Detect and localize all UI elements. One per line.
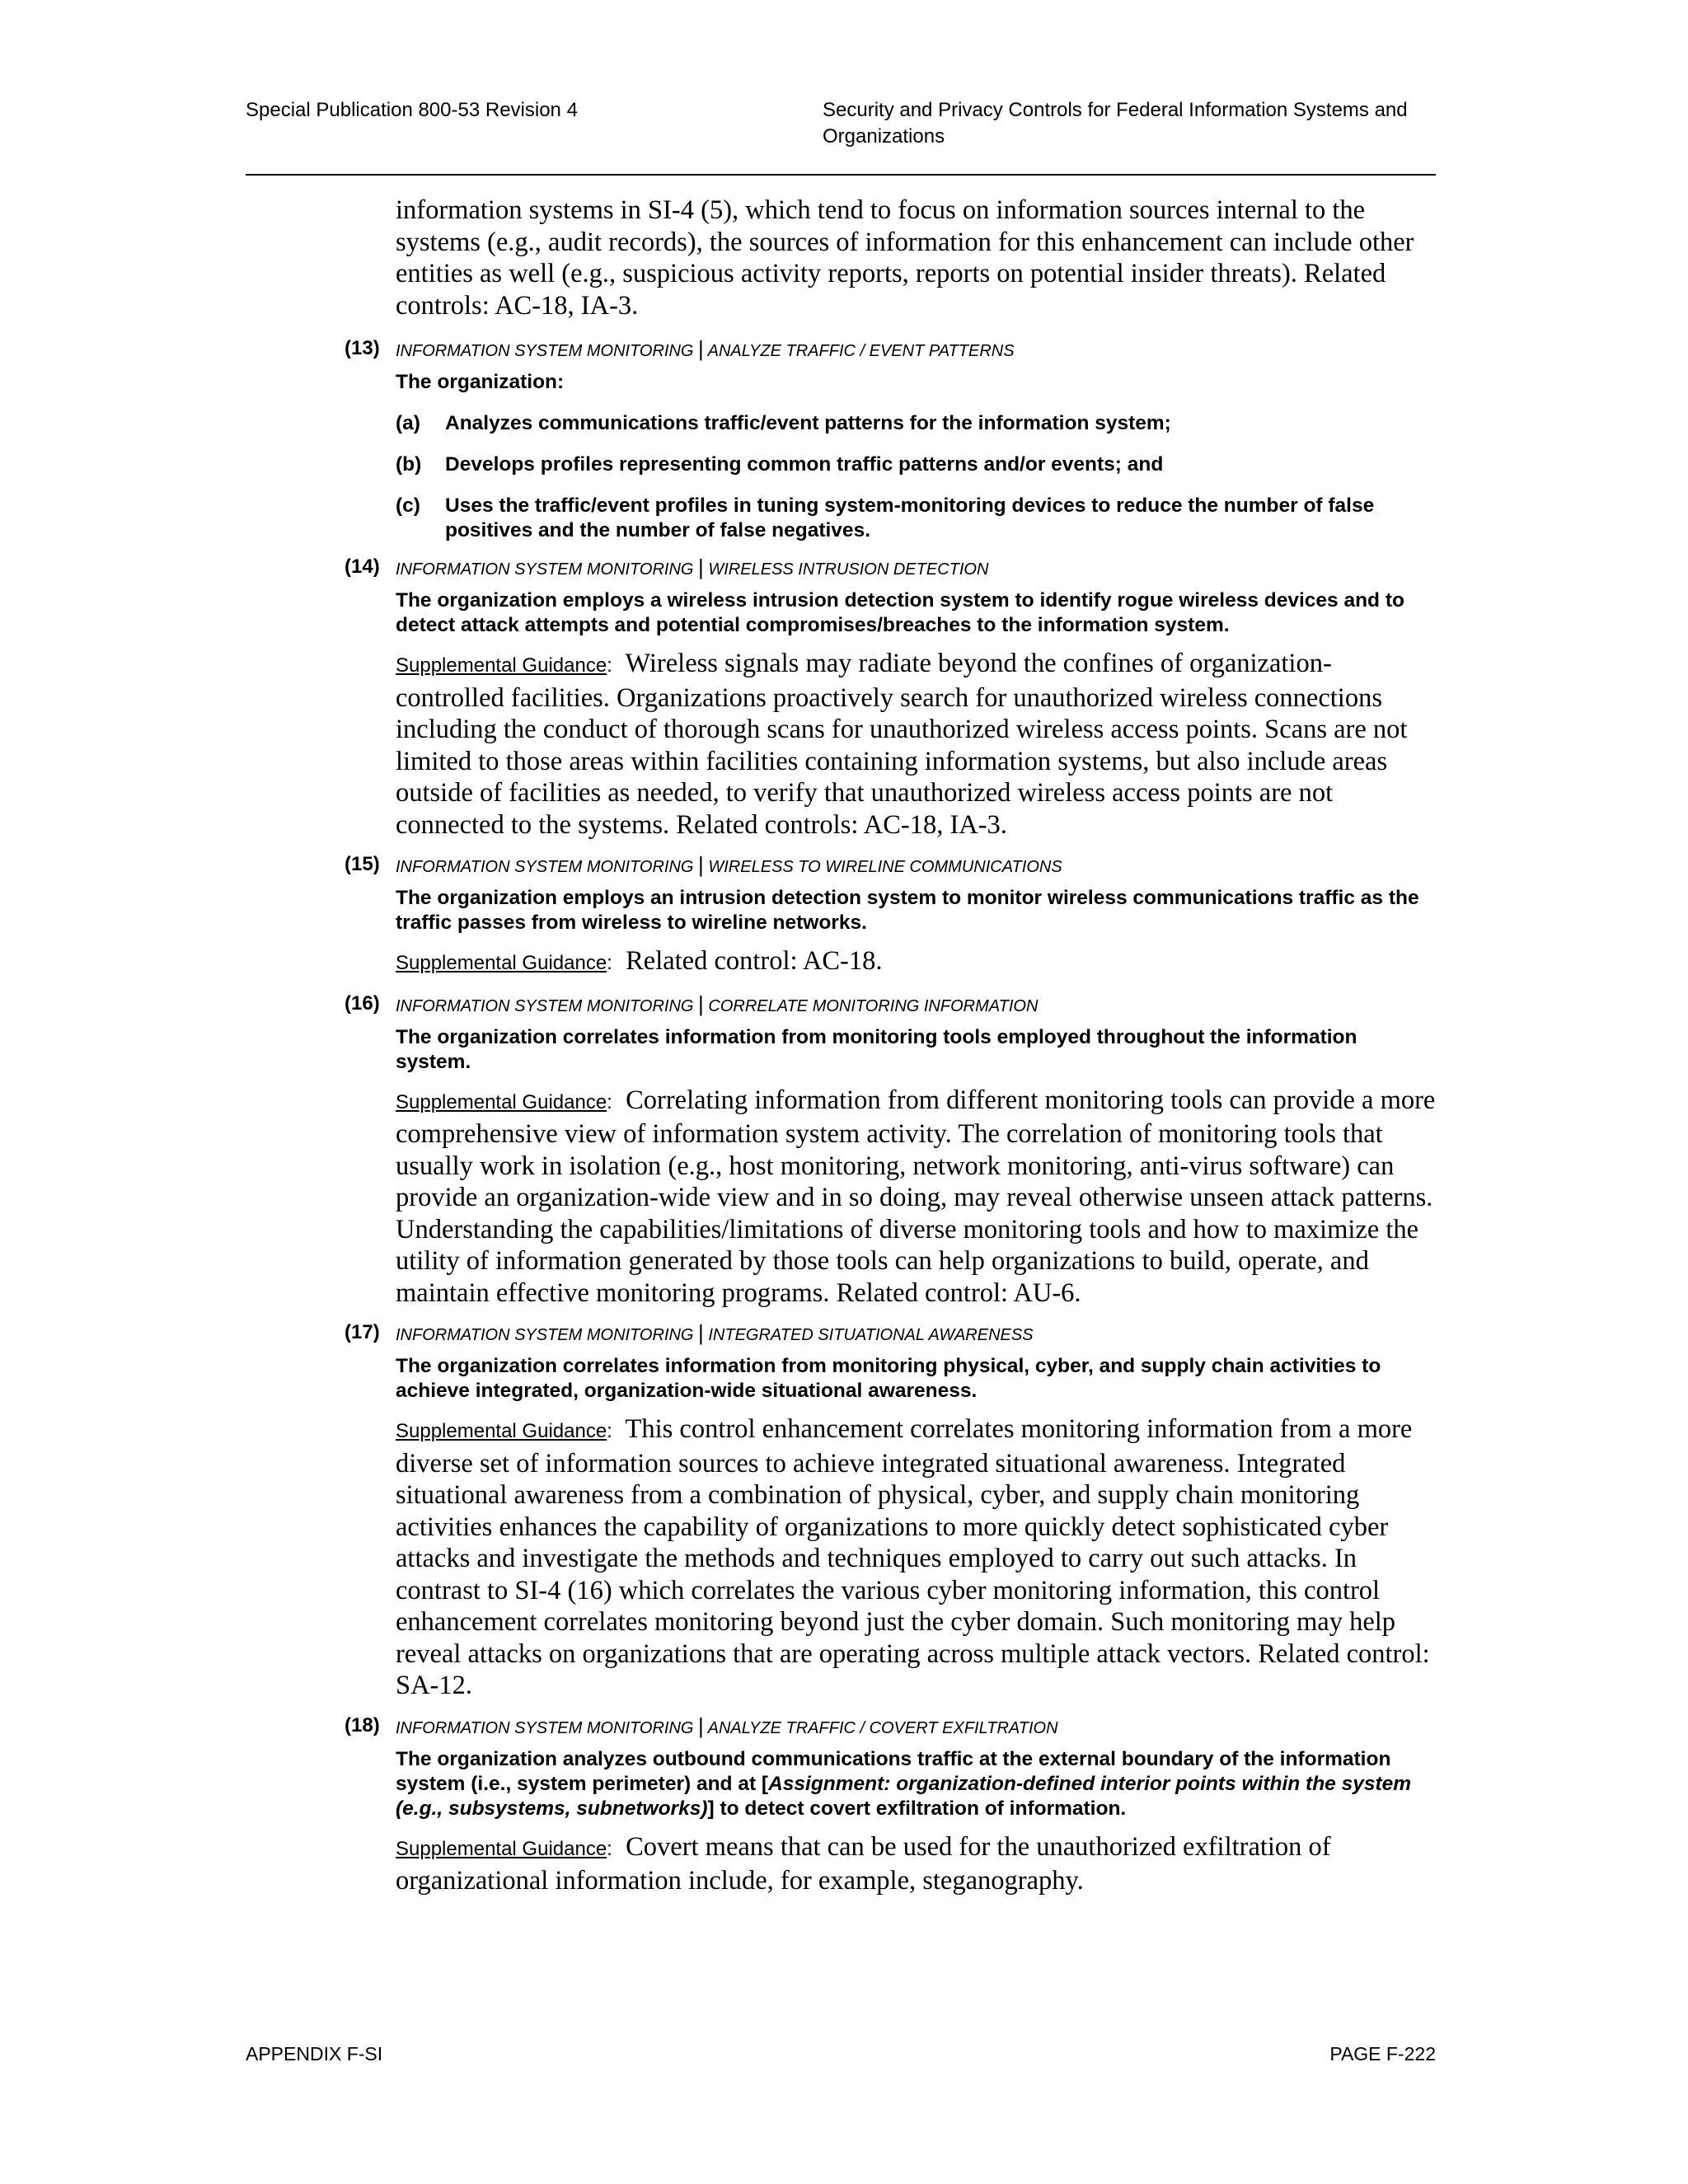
enhancement-number: (18) [345,1713,380,1736]
list-item: (b) Develops profiles representing common traffic patterns and/or events; and [396,453,1164,476]
enhancement-title: INFORMATION SYSTEM MONITORING | CORRELATE MONITORING INFORMATION [396,991,1039,1016]
control-text: The organization correlates information from monitoring tools employed throughout the information system. [396,1025,1357,1073]
enhancement-title: INFORMATION SYSTEM MONITORING | ANALYZE TRAFFIC / COVERT EXFILTRATION [396,1713,1058,1738]
list-item: (c) Uses the traffic/event profiles in tuning system-monitoring devices to reduce the number of false positives and the number of false negatives. [396,494,1375,541]
control-text: The organization employs an intrusion detection system to monitor wireless communications traffic as the traffic passes from wireless to wireline networks. [396,887,1419,934]
enhancement-16 [345,991,1436,1310]
page-content [345,194,1436,1897]
enhancement-13 [345,336,1436,543]
list-item: (a) Analyzes communications traffic/event patterns for the information system; [396,412,1171,434]
enhancement-number: (17) [345,1321,380,1343]
enhancement-14 [345,555,1436,841]
supplemental-guidance: Supplemental Guidance: Related control: AC-18. [396,946,883,976]
enhancement-title: INFORMATION SYSTEM MONITORING | INTEGRATED SITUATIONAL AWARENESS [396,1320,1034,1345]
supplemental-guidance: Supplemental Guidance: Correlating information from different monitoring tools can provide a more comprehensive view of information system activity. The correlation of monitoring tools that usually work in isolation (e.g., host monitoring, network monitoring, anti-virus software) can provide an organization-wide view and in so doing, may reveal otherwise unseen attack patterns. Understanding the capabilities/limitations of diverse monitoring tools and how to maximize the utility of information generated by those tools can help organizations to build, operate, and maintain effective monitoring programs. Related control: AU-6. [396,1085,1436,1308]
supplemental-guidance: Supplemental Guidance: Covert means that can be used for the unauthorized exfiltration of organizational information include, for example, steganography. [396,1831,1331,1896]
control-text: The organization employs a wireless intrusion detection system to identify rogue wireless devices and to detect attack attempts and potential compromises/breaches to the information system. [396,589,1404,636]
enhancement-title: INFORMATION SYSTEM MONITORING | ANALYZE TRAFFIC / EVENT PATTERNS [396,336,1015,361]
supplemental-guidance: Supplemental Guidance: This control enhancement correlates monitoring information from a more diverse set of information sources to achieve integrated situational awareness. Integrated situational awareness from a combination of physical, cyber, and supply chain monitoring activities enhances the capability of organizations to more quickly detect sophisticated cyber attacks and investigate the methods and techniques employed to carry out such attacks. In contrast to SI-4 (16) which correlates the various cyber monitoring information, this control enhancement correlates monitoring beyond just the cyber domain. Such monitoring may help reveal attacks on organizations that are operating across multiple attack vectors. Related control: SA-12. [396,1414,1430,1700]
enhancement-number: (14) [345,555,380,578]
control-items [396,411,1436,543]
enhancement-number: (16) [345,991,380,1015]
intro-paragraph: information systems in SI-4 (5), which tend to focus on information sources internal to the systems (e.g., audit records), the sources of information for this enhancement can include other entities as well (e.g., suspicious activity reports, reports on potential insider threats). Related controls: AC-18, IA-3. [396,195,1414,321]
enhancement-15 [345,852,1436,980]
supplemental-guidance: Supplemental Guidance: Wireless signals may radiate beyond the confines of organization-controlled facilities. Organizations proactively search for unauthorized wireless connections including the conduct of thorough scans for unauthorized wireless access points. Scans are not limited to those areas within facilities containing information systems, but also include areas outside of facilities as needed, to verify that unauthorized wireless access points are not connected to the systems. Related controls: AC-18, IA-3. [396,649,1408,840]
header-title: Security and Privacy Controls for Federal Information Systems and Organizations [823,99,1408,148]
enhancement-title: INFORMATION SYSTEM MONITORING | WIRELESS INTRUSION DETECTION [396,555,989,579]
footer-appendix: APPENDIX F-SI [246,2043,383,2064]
control-text: The organization correlates information from monitoring physical, cyber, and supply chain activities to achieve integrated, organization-wide situational awareness. [396,1355,1381,1402]
control-text: The organization: [396,371,565,393]
enhancement-18 [345,1713,1436,1897]
enhancement-number: (15) [345,853,380,875]
header-rule [246,174,1436,176]
control-text: The organization analyzes outbound communications traffic at the external boundary of the information system (i.e., system perimeter) and at [Assignment: organization-defined interior points within the system (e.g., subsystems, subnetworks)] to detect covert exfiltration of information. [396,1747,1412,1820]
footer-page-number: PAGE F-222 [1329,2043,1436,2064]
header-publication: Special Publication 800-53 Revision 4 [246,99,578,121]
enhancement-17 [345,1320,1436,1702]
enhancement-title: INFORMATION SYSTEM MONITORING | WIRELESS TO WIRELINE COMMUNICATIONS [396,852,1062,877]
enhancement-number: (13) [345,337,380,359]
